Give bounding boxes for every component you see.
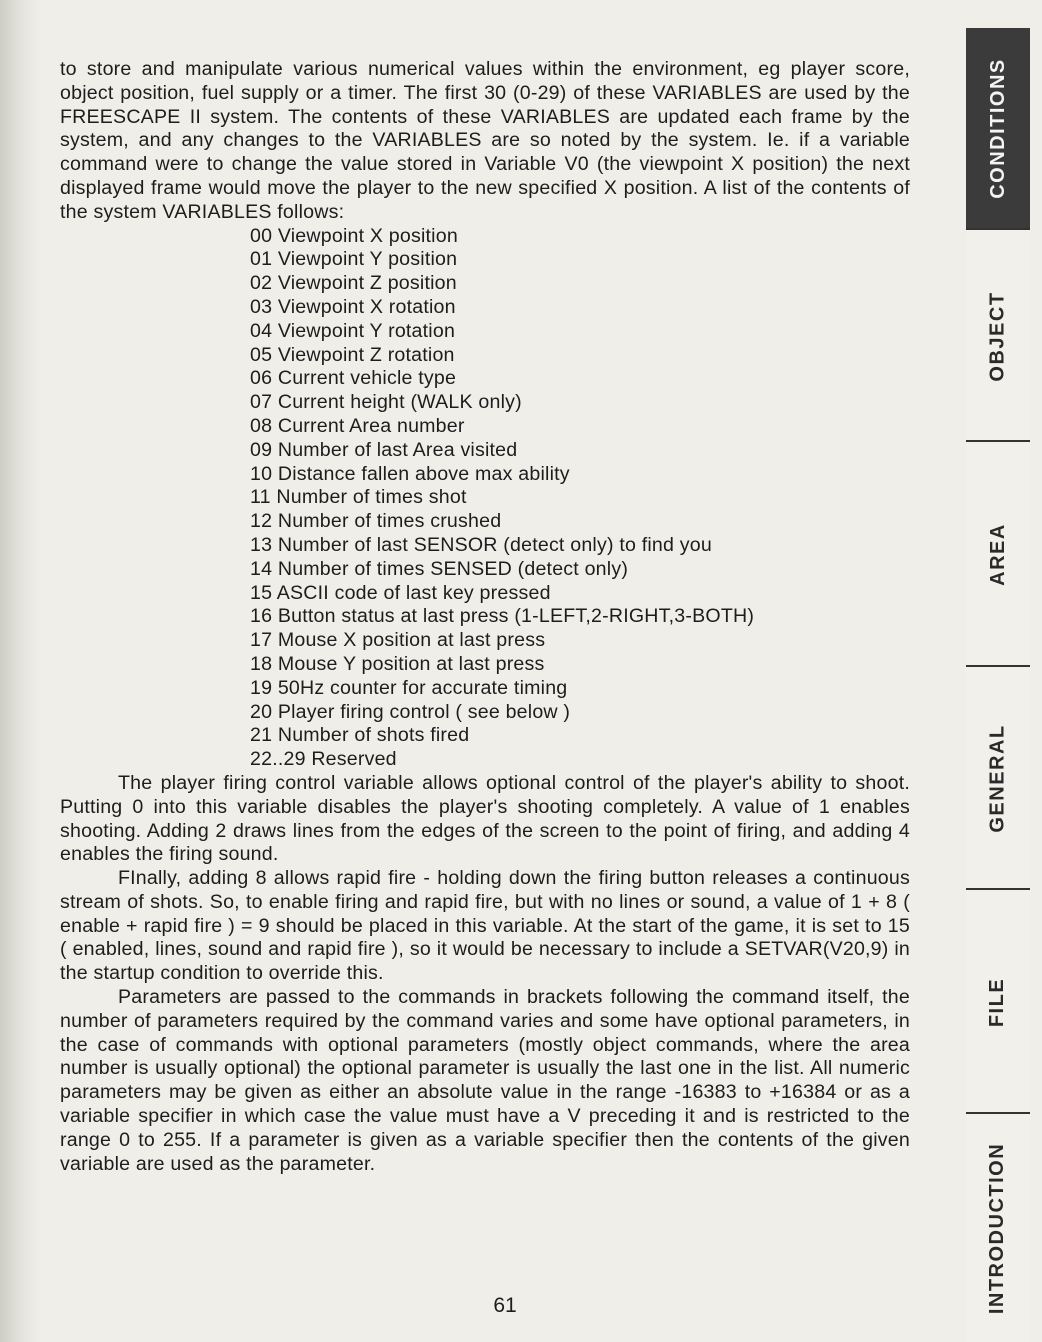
variable-item: 05 Viewpoint Z rotation — [250, 343, 455, 366]
page-number: 61 — [493, 1294, 517, 1317]
tab-introduction[interactable] — [966, 1112, 1030, 1342]
variable-item: 07 Current height (WALK only) — [250, 391, 522, 414]
page-gutter-shadow — [0, 0, 40, 1342]
tab-general[interactable] — [966, 665, 1030, 890]
rapid-fire-paragraph: FInally, adding 8 allows rapid fire - holding down the firing button releases a continuous stream of shots. So, to enable firing and rapid fire, but with no lines or sound, a value of 1 + 8 ( enable + rapid fire ) = 9 should be placed in this variable. At the start of the game, it is set to 15 ( enabled, lines, sound and rapid fire ), so it would be necessary to include a SETVAR(V20,9) in the startup condition to override this. — [60, 867, 910, 985]
variable-item: 10 Distance fallen above max ability — [250, 462, 570, 485]
variable-item: 00 Viewpoint X position — [250, 224, 458, 247]
tab-label: AREA — [986, 523, 1009, 586]
tab-file[interactable] — [966, 888, 1030, 1114]
section-tabs — [966, 28, 1036, 1342]
tab-label: GENERAL — [986, 724, 1009, 833]
tab-label: FILE — [986, 977, 1009, 1027]
variable-item: 06 Current vehicle type — [250, 367, 457, 390]
variable-item: 15 ASCII code of last key pressed — [250, 581, 551, 604]
variable-item: 21 Number of shots fired — [250, 724, 470, 747]
variable-item: 22..29 Reserved — [250, 748, 397, 771]
tab-area[interactable] — [966, 440, 1030, 667]
variable-item: 04 Viewpoint Y rotation — [250, 319, 456, 342]
variable-item: 20 Player firing control ( see below ) — [250, 700, 571, 723]
variable-item: 18 Mouse Y position at last press — [250, 652, 545, 675]
variable-item: 02 Viewpoint Z position — [250, 272, 457, 295]
variable-item: 12 Number of times crushed — [250, 510, 502, 533]
tab-label: CONDITIONS — [986, 57, 1009, 199]
system-variables-list — [60, 225, 910, 772]
variable-item: 09 Number of last Area visited — [250, 438, 518, 461]
variable-item: 11 Number of times shot — [250, 486, 467, 509]
tab-label: OBJECT — [986, 290, 1009, 382]
intro-paragraph: to store and manipulate various numerical values within the environment, eg player score, object position, fuel supply or a timer. The first 30 (0-29) of these VARIABLES are used by the FREESCAPE II system. The contents of these VARIABLES are updated each frame by the system, and any changes to the VARIABLES are so noted by the system. Ie. if a variable command were to change the value stored in Variable V0 (the viewpoint X position) the next displayed frame would move the player to the new specified X position. A list of the contents of the system VARIABLES follows: — [60, 58, 910, 223]
variable-item: 17 Mouse X position at last press — [250, 629, 546, 652]
tab-label: INTRODUCTION — [986, 1142, 1009, 1314]
parameters-paragraph: Parameters are passed to the commands in brackets following the command itself, the number of parameters required by the command varies and some have optional parameters, in the case of commands with optional parameters (mostly object commands, where the area number is usually optional) the optional parameter is usually the last one in the list. All numeric parameters may be given as either an absolute value in the range -16383 to +16384 or as a variable specifier in which case the value must have a V preceding it and is restricted to the range 0 to 255. If a parameter is given as a variable specifier then the contents of the given variable are used as the parameter. — [60, 986, 910, 1175]
variable-item: 14 Number of times SENSED (detect only) — [250, 557, 629, 580]
variable-item: 08 Current Area number — [250, 414, 465, 437]
variable-item: 01 Viewpoint Y position — [250, 248, 458, 271]
firing-control-paragraph: The player firing control variable allows optional control of the player's ability to shoot. Putting 0 into this variable disables the player's shooting completely. A value of 1 enables shooting. Adding 2 draws lines from the edges of the screen to the point of firing, and adding 4 enables the firing sound. — [60, 771, 910, 866]
tab-object[interactable] — [966, 228, 1030, 442]
tab-conditions[interactable] — [966, 28, 1030, 228]
variable-item: 16 Button status at last press (1-LEFT,2-RIGHT,3-BOTH) — [250, 605, 755, 628]
variable-item: 03 Viewpoint X rotation — [250, 295, 456, 318]
variable-item: 13 Number of last SENSOR (detect only) to find you — [250, 533, 712, 556]
variable-item: 19 50Hz counter for accurate timing — [250, 676, 568, 699]
page-body — [60, 58, 910, 1176]
